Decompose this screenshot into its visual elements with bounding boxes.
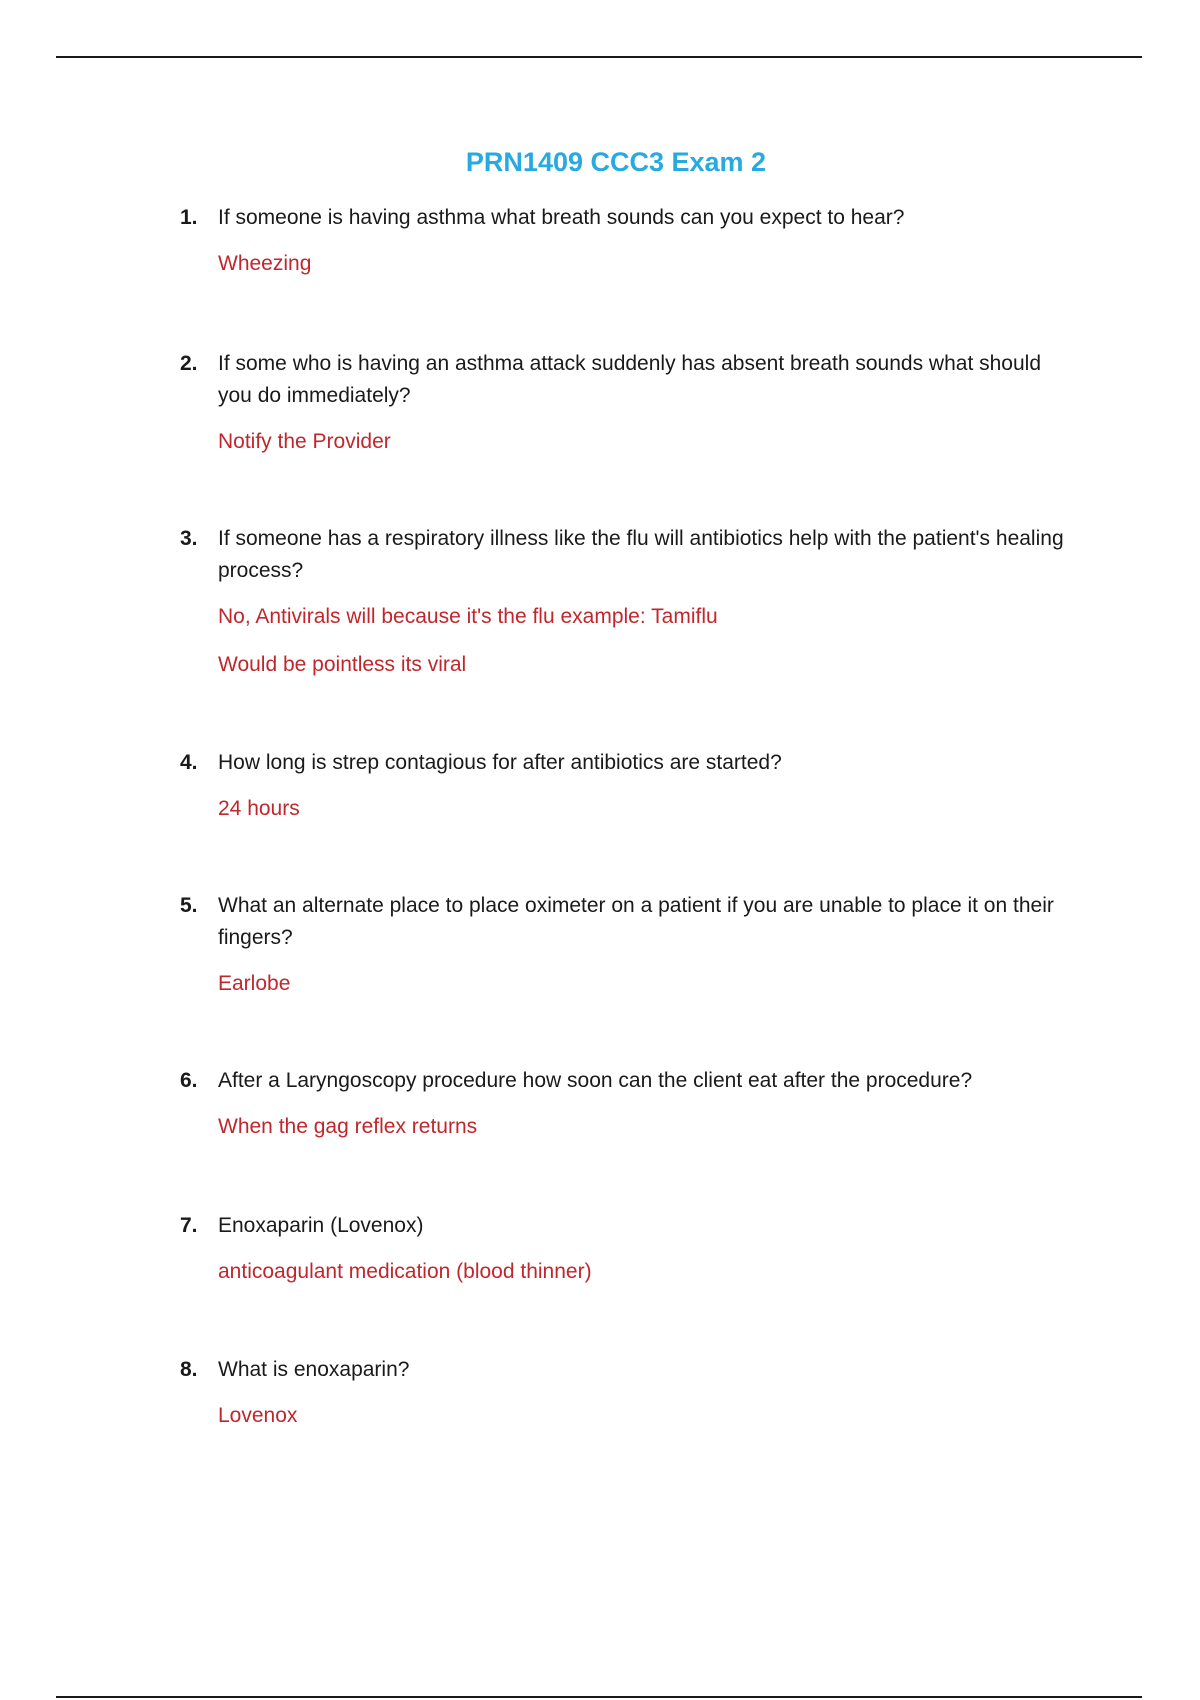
footer-rule xyxy=(56,1696,1142,1698)
question-number: 5. xyxy=(180,894,198,917)
question-text: If someone is having asthma what breath sounds can you expect to hear? xyxy=(218,206,905,229)
question-item xyxy=(180,523,1080,681)
question-item xyxy=(180,747,1080,825)
question-text: What is enoxaparin? xyxy=(218,1358,410,1381)
question-item xyxy=(180,348,1080,458)
answer-text: Would be pointless its viral xyxy=(218,653,467,676)
question-row xyxy=(180,348,1080,412)
question-row xyxy=(180,1354,1080,1386)
answer-text: Lovenox xyxy=(218,1404,298,1427)
question-number: 3. xyxy=(180,527,198,550)
question-text: Enoxaparin (Lovenox) xyxy=(218,1214,424,1237)
question-text: How long is strep contagious for after antibiotics are started? xyxy=(218,751,782,774)
question-text: If some who is having an asthma attack suddenly has absent breath sounds what should you do immediately? xyxy=(218,352,1041,407)
question-number: 6. xyxy=(180,1069,198,1092)
question-row xyxy=(180,1210,1080,1242)
question-text: What an alternate place to place oximeter on a patient if you are unable to place it on their fingers? xyxy=(218,894,1054,949)
question-number: 4. xyxy=(180,751,198,774)
question-item xyxy=(180,890,1080,1000)
question-row xyxy=(180,523,1080,587)
question-row xyxy=(180,890,1080,954)
question-row xyxy=(180,1065,1080,1097)
answer-text: 24 hours xyxy=(218,797,300,820)
header-rule xyxy=(56,56,1142,58)
answer-text: When the gag reflex returns xyxy=(218,1115,478,1138)
document-title: PRN1409 CCC3 Exam 2 xyxy=(465,147,767,177)
question-item xyxy=(180,1210,1080,1288)
question-item xyxy=(180,1354,1080,1432)
question-row xyxy=(180,747,1080,779)
question-text: After a Laryngoscopy procedure how soon can the client eat after the procedure? xyxy=(218,1069,973,1092)
question-number: 7. xyxy=(180,1214,198,1237)
answer-text: Earlobe xyxy=(218,972,291,995)
question-text: If someone has a respiratory illness like the flu will antibiotics help with the patient's healing process? xyxy=(218,527,1064,582)
question-number: 1. xyxy=(180,206,198,229)
question-item xyxy=(180,202,1080,280)
question-number: 2. xyxy=(180,352,198,375)
question-number: 8. xyxy=(180,1358,198,1381)
answer-text: Wheezing xyxy=(218,252,312,275)
answer-text: Notify the Provider xyxy=(218,430,391,453)
answer-text: No, Antivirals will because it's the flu example: Tamiflu xyxy=(218,605,718,628)
question-item xyxy=(180,1065,1080,1143)
question-row xyxy=(180,202,1080,234)
answer-text: anticoagulant medication (blood thinner) xyxy=(218,1260,592,1283)
